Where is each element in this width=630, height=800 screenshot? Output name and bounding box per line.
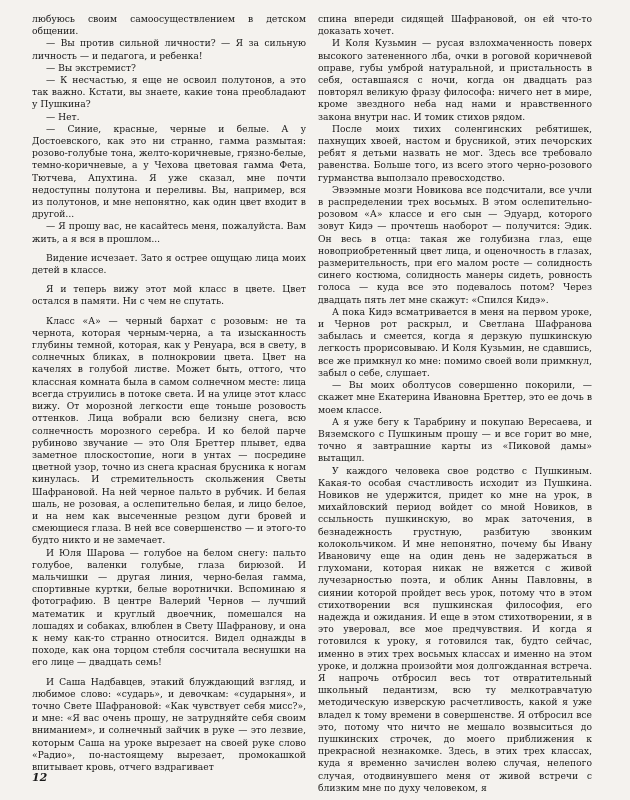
page-number: 12 <box>32 771 48 784</box>
left-column <box>32 14 306 774</box>
paragraph: — К несчастью, я еще не освоил полутонов, а это так важно. Кстати, вы знаете, какие тона преобладают у Пушкина? <box>32 75 306 111</box>
paragraph: Видение исчезает. Зато я острее ощущаю лица моих детей в классе. <box>32 252 306 277</box>
paragraph: спина впереди сидящей Шафрановой, он ей что-то доказать хочет. <box>318 14 592 38</box>
paragraph: Я и теперь вижу этот мой класс в цвете. Цвет остался в памяти. Ни с чем не спутать. <box>32 284 306 308</box>
paragraph: Эвээмные мозги Новикова все подсчитали, все учли в распределении трех восьмых. В этом ослепительно-розовом «А» классе и его сын — Эдуард, которого зовут Кидэ — прочтешь наоборот — получится: Эдик. Он весь в отца: такая же голубизна глаз, еще новоприобретенный цвет лица, и оценочность в глазах, размерительность, при его малом росте — солидность синего костюма, солидность манеры сидеть, ровность голоса — куда все это подевалось потом? Через двадцать пять лет мне скажут: «Спился Кидэ». <box>318 184 592 306</box>
paragraph: любуюсь своим самоосуществлением в детском общении. <box>32 14 306 38</box>
paragraph: — Вы против сильной личности? — Я за сильную личность — и педагога, и ребенка! <box>32 38 306 62</box>
paragraph: — Вы экстремист? <box>46 62 136 74</box>
paragraph: — Я прошу вас, не касайтесь меня, пожалуйста. Вам жить, а я вся в прошлом... <box>32 221 306 245</box>
paragraph: И Юля Шарова — голубое на белом снегу: пальто голубое, валенки голубые, глаза бирюзой. И мальчишки — другая линия, черно-белая гамма, спортивные куртки, белые воротнички. Вспоминаю я фотографию. В центре Валерий Чернов — лучший математик и круглый двоечник, помешался на лошадях и собаках, влюблен в Свету Шафранову, и она к нему как-то странно относится. Видел однажды в походе, как она торцом стебля сосчитала веснушки на его лице — двадцать семь! <box>32 547 306 669</box>
paragraph: — Нет. <box>46 111 80 123</box>
paragraph: А я уже бегу к Тарабрину и покупаю Вересаева, и Вяземского с Пушкиным прошу — и все горит во мне, точно я завтрашние карты из «Пиковой дамы» вытащил. <box>318 416 592 465</box>
paragraph: После моих тихих соленгинских ребятишек, пахнущих хвоей, настом и брусникой, этих печорских ребят я детьми назвать не мог. Здесь все требовало равенства. Больше того, из всего этого черно-розового гурманства выползало превосходство. <box>318 123 592 184</box>
paragraph: У каждого человека свое родство с Пушкиным. Какая-то особая счастливость исходит из Пушкина. Новиков не удержится, придет ко мне на урок, в михайловский период войдет со мной Новиков, в ссыльность пушкинскую, во мрак заточения, в безнадежность грустную, разбитую звонким колокольчиком. И мне непонятно, почему бы Ивану Ивановичу еще на один день не задержаться в глухомани, которая никак не вяжется с живой лучезарностью поэта, и облик Анны Павловны, в сиянии которой пройдет весь урок, потому что в этом стихотворении вся пушкинская философия, его надежда и ожидания. И еще в этом стихотворении, я в это уверовал, все мое предчувствия. И когда я готовился к уроку, я готовился так, будто сейчас, именно в этих трех восьмых классах и именно на этом уроке, и должна произойти моя долгожданная встреча. Я напрочь отбросил весь тот отвратительный школьный педантизм, всю ту мелкотравчатую методическую изверскую расчетливость, какой я уже владел к тому времени в совершенстве. Я отбросил все это, потому что ничто не мешало возвыситься до пушкинских строчек, до моего приближения к прекрасной незнакомке. Здесь, в этих трех классах, куда я временно зачислен волею случая, нелепого случая, отодвинувшего меня от живой встречи с близким мне по духу человеком, я <box>318 465 592 794</box>
paragraph: И Коля Кузьмин — русая взлохмаченность поверх высокого затененного лба, очки в роговой коричневой оправе, губы умброй натуральной, и пристальность в себя, оставшаяся с ночи, когда он двадцать раз повторял великую фразу философа: ничего нет в мире, кроме звездного неба над нами и нравственного закона внутри нас. И томик стихов рядом. <box>318 38 592 123</box>
paragraph: Класс «А» — черный бархат с розовым: не та чернота, которая черным-черна, а та изысканность глубины темной, которая, как у Ренуара, вся в свету, в солнечных бликах, в полнокровии цвета. Цвет на качелях в голубой листве. Может быть, оттого, что классная комната была в самом солнечном месте: лица всегда струились в потоке света. И на улице этот класс вижу. От морозной легкости еще тоньше розовость оттенков. Лица вобрали всю белизну снега, всю солнечность морозного серебра. И ко белой парче рубиново звучание — это Оля Бреттер плывет, едва заметное плоскостопие, ноги в унтах — посредине цветной узор, точно из снега красная брусника к ногам кинулась. И стремительность скольжения Светы Шафрановой. На ней черное пальто в рубчик. И белая шаль, не розовая, а ослепительно белая, и лицо белое, и на нем как высеченные резцом дуги бровей и смеющиеся глаза. В ней все совершенство — и этого-то будто никто и не замечает. <box>32 315 306 547</box>
paragraph: И Саша Надбавцев, этакий блуждающий взгляд, и любимое слово: «сударь», и девочкам: «сударыня», и точно Свете Шафрановой: «Как чувствует себя мисс?», и мне: «Я вас очень прошу, не затрудняйте себя своим вниманием», и солнечный зайчик в руке — это лезвие, которым Саша на уроке вырезает на своей руке слово «Радио», по-настоящему вырезает, промокашкой впитывает кровь, отчего вздрагивает <box>32 676 306 773</box>
right-column <box>318 14 592 795</box>
paragraph: А пока Кидэ всматривается в меня на первом уроке, и Чернов рот раскрыл, и Светлана Шафранова забылась и смеется, когда я дерзкую пушкинскую легкость прорисовываю. И Коля Кузьмин, не сдавшись, все же примкнул ко мне: помимо своей воли примкнул, забыл о себе, слушает. <box>318 306 592 379</box>
paragraph: — Вы моих оболтусов совершенно покорили, — скажет мне Екатерина Ивановна Бреттер, это ее дочь в моем классе. <box>318 380 592 416</box>
paragraph: — Синие, красные, черные и белые. А у Достоевского, как это ни странно, гамма размытая: розово-голубые тона, желто-коричневые, грязно-белые, темно-коричневые, а у Чехова цветовая гамма Фета, Тютчева, Апухтина. Я уже сказал, мне почти недоступны полутона и переливы. Вы, например, вся из полутонов, и мне непонятно, как один цвет входит в другой... <box>32 123 306 221</box>
